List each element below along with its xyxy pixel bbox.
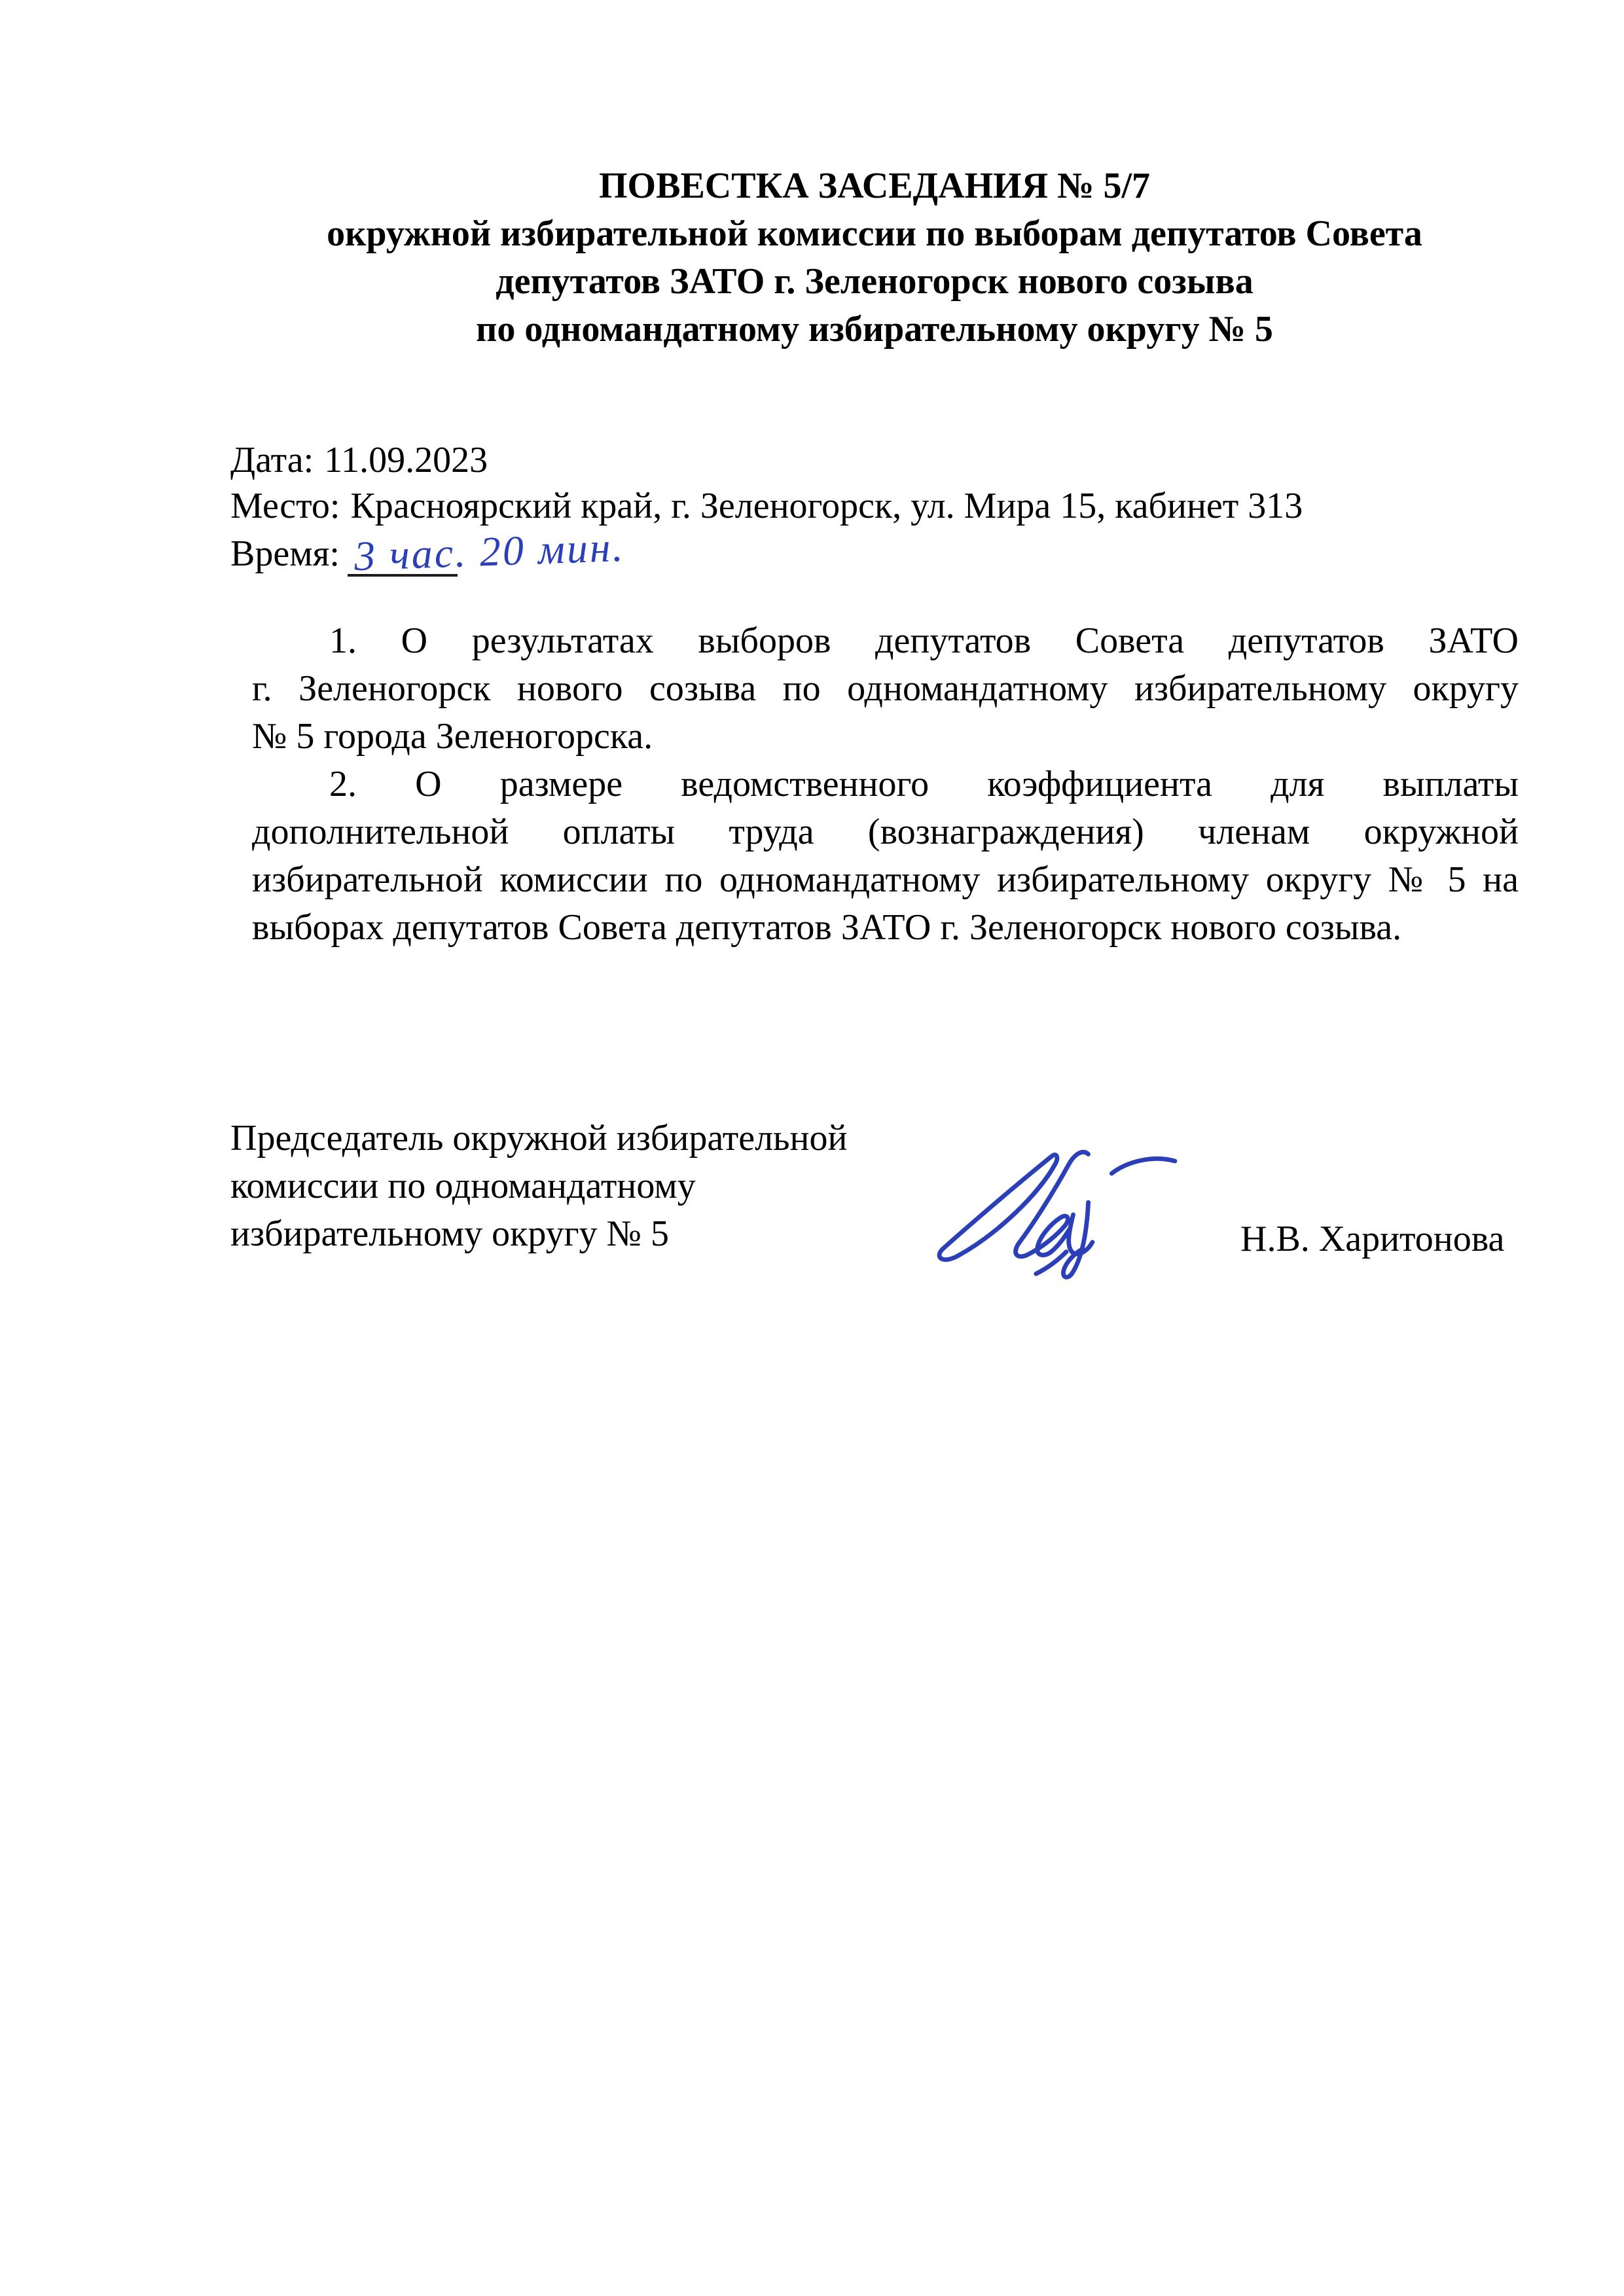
- time-handwritten-value: 3 час. 20 мин.: [353, 523, 626, 580]
- time-value-wrap: [340, 523, 626, 580]
- agenda-1-line-3: № 5 города Зеленогорска.: [252, 716, 653, 757]
- document-title: [230, 162, 1519, 353]
- signature-tail: [1063, 1202, 1092, 1277]
- title-line-2: окружной избирательной комиссии по выборам депутатов Совета: [327, 213, 1422, 254]
- agenda-item-1: [252, 617, 1519, 761]
- meta-block: [230, 437, 1303, 580]
- agenda-1-line-2: г. Зеленогорск нового созыва по одномандатному избирательному округу: [252, 668, 1519, 709]
- signer-name: Н.В. Харитонова: [1240, 1219, 1505, 1259]
- signoff-position: [230, 1115, 950, 1258]
- place-row: [230, 483, 1303, 529]
- time-row: [230, 523, 1303, 580]
- place-label: Место:: [230, 486, 340, 526]
- signature-scribble: [915, 1134, 1190, 1312]
- signoff-line-3: избирательному округу № 5: [230, 1213, 669, 1254]
- agenda-block: [252, 617, 1519, 952]
- signoff-line-1: Председатель окружной избирательной: [230, 1118, 848, 1158]
- agenda-2-line-1: 2. О размере ведомственного коэффициента для выплаты: [329, 764, 1519, 804]
- agenda-2-line-2: дополнительной оплаты труда (вознаграждения) членам окружной: [252, 812, 1519, 852]
- date-value: 11.09.2023: [324, 440, 488, 480]
- title-line-4: по одномандатному избирательному округу № 5: [476, 309, 1273, 350]
- time-underline: [348, 574, 458, 577]
- date-row: [230, 437, 1303, 483]
- signoff-line-2: комиссии по одномандатному: [230, 1166, 696, 1206]
- agenda-2-line-4: выборах депутатов Совета депутатов ЗАТО г. Зеленогорск нового созыва.: [252, 907, 1402, 948]
- time-label: Время:: [230, 533, 340, 574]
- title-line-1: ПОВЕСТКА ЗАСЕДАНИЯ № 5/7: [598, 166, 1151, 206]
- title-line-3: депутатов ЗАТО г. Зеленогорск нового созыва: [496, 261, 1254, 302]
- agenda-item-2: [252, 761, 1519, 952]
- signature-swash: [1111, 1158, 1175, 1174]
- agenda-1-line-1: 1. О результатах выборов депутатов Совета депутатов ЗАТО: [329, 620, 1519, 661]
- agenda-2-line-3: избирательной комиссии по одномандатному избирательному округу № 5 на: [252, 859, 1519, 900]
- place-value: Красноярский край, г. Зеленогорск, ул. Мира 15, кабинет 313: [350, 486, 1303, 526]
- date-label: Дата:: [230, 440, 314, 480]
- signature-strokes: [939, 1152, 1175, 1277]
